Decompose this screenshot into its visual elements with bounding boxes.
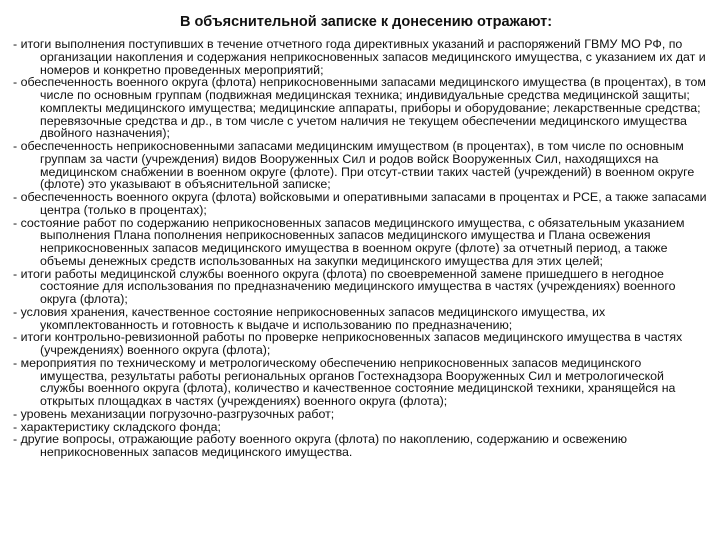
list-item: - итоги выполнения поступивших в течение отчетного года директивных указаний и распоряжений ГВМУ МО РФ, по организации накопления и содержания неприкосновенных запасов медицинского имущества, с указанием их дат и номеров и конкретно проведенных мероприятий; [13,37,706,77]
list-item: - итоги контрольно-ревизионной работы по проверке неприкосновенных запасов медицинского имущества в частях (учреждениях) военного округа (флота); [13,330,683,357]
list-item: - уровень механизации погрузочно-разгрузочных работ; [13,406,335,421]
list-item: - обеспеченность военного округа (флота) войсковыми и оперативными запасами в процентах и РСЕ, а также запасами центра (только в процентах); [13,190,707,217]
list-item: - состояние работ по содержанию неприкосновенных запасов медицинского имущества, с обязательным указанием выполнения Плана пополнения неприкосновенных запасов медицинского имущества и Плана освежения неприкосновенных запасов медицинского имущества в военном округе (флоте) за отчетный период, а также объемы денежных средств использованных на закупки медицинского имущества для этих целей; [13,215,685,268]
list-item: - мероприятия по техническому и метрологическому обеспечению неприкосновенных запасов медицинского имущества, результаты работы региональных органов Гостехнадзора Вооруженных Сил и метрологической службы военного округа (флота), количество и качественное состояние медицинской техники, хранящейся на открытых площадках в частях (учреждениях) военного округа (флота); [13,355,676,408]
list-item: - другие вопросы, отражающие работу военного округа (флота) по накоплению, содержанию и освежению неприкосновенных запасов медицинского имущества. [13,432,628,459]
list-item: - условия хранения, качественное состояние неприкосновенных запасов медицинского имущества, их укомплектованность и готовность к выдаче и использованию по предназначению; [13,304,606,332]
list-item: - итоги работы медицинской службы военного округа (флота) по своевременной замене пришедшего в негодное состояние для использования по предназначению медицинского имущества в частях (учреждениях) военного округа (флота); [13,266,676,306]
document-title: В объяснительной записке к донесению отражают: [179,14,553,30]
list-item: - обеспеченность военного округа (флота) неприкосновенными запасами медицинского имущества (в процентах), в том числе по основным группам (подвижная медицинская техника; индивидуальные средства медицинской защиты; комплекты медицинского имущества; медицинские аппараты, приборы и оборудование; лекарственные средства; перевязочные средства и др., в том числе с учетом наличия не текущем обеспечении медицинского имущества двойного назначения); [13,75,706,141]
list-item: - обеспеченность неприкосновенными запасами медицинским имуществом (в процентах), в том числе по основным группам за части (учреждения) видов Вооруженных Сил и родов войск Вооруженных Сил, находящихся на медицинском снабжении в военном округе (флоте). При отсут-ствии таких частей (учреждений) в военном округе (флоте) это указывают в объяснительной записке; [13,139,695,192]
requirements-list [13,38,709,459]
list-item: - характеристику складского фонда; [13,419,221,434]
